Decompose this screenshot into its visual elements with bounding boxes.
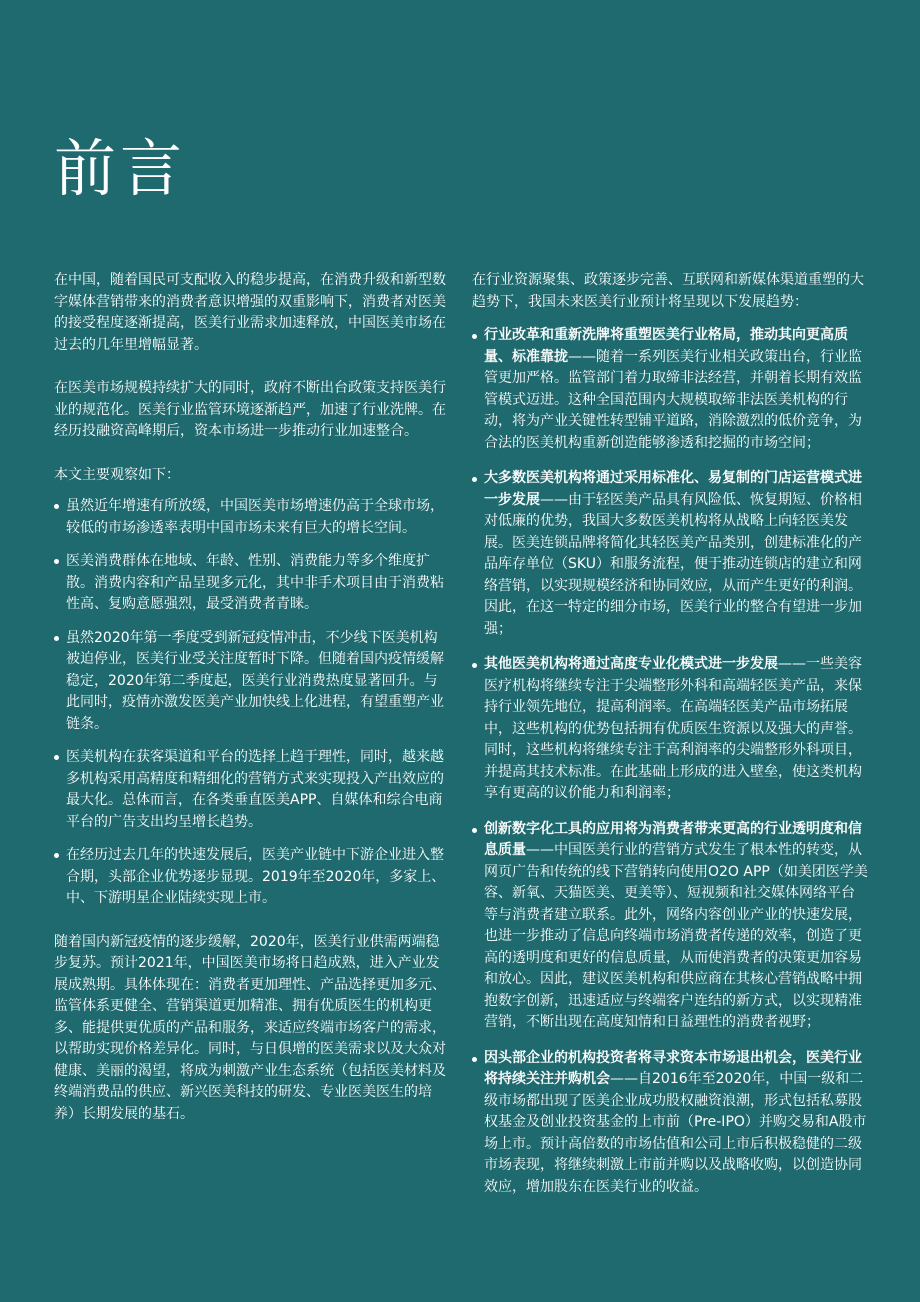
trends-list (472, 325, 868, 1198)
trend-item (472, 654, 868, 805)
trend-heading: 行业改革和重新洗牌将重塑医美行业格局，推动其向更高质量、标准靠拢 (484, 327, 848, 365)
intro-paragraph-1: 在中国，随着国民可支配收入的稳步提高，在消费升级和新型数字媒体营销带来的消费者意识增强的双重影响下，消费者对医美的接受程度逐渐提高，医美行业需求加速释放，中国医美市场在过去的几年里增幅显著。 (54, 272, 446, 353)
observation-item: 在经历过去几年的快速发展后，医美产业链中下游企业进入整合期，头部企业优势逐步显现。2019年至2020年，多家上、中、下游明星企业陆续实现上市。 (54, 845, 449, 910)
observation-item: 医美消费群体在地域、年龄、性别、消费能力等多个维度扩散。消费内容和产品呈现多元化，其中非手术项目由于消费粘性高、复购意愿强烈，最受消费者青睐。 (54, 551, 449, 616)
trend-item (472, 1048, 868, 1199)
observation-item: 虽然2020年第一季度受到新冠疫情冲击，不少线下医美机构被迫停业，医美行业受关注度暂时下降。但随着国内疫情缓解稳定，2020年第二季度起，医美行业消费热度显著回升。与此同时，疫情亦激发医美产业加快线上化进程，有望重塑产业链条。 (54, 628, 449, 736)
trend-text: ——一些美容医疗机构将继续专注于尖端整形外科和高端轻医美产品，来保持行业领先地位，提高利润率。在高端轻医美产品市场拓展中，这些机构的优势包括拥有优质医生资源以及强大的声誉。同时，这些机构将继续专注于高利润率的尖端整形外科项目，并提高其技术标准。在此基础上形成的进入壁垒，使这类机构享有更高的议价能力和利润率； (484, 656, 862, 801)
observation-item: 虽然近年增速有所放缓，中国医美市场增速仍高于全球市场，较低的市场渗透率表明中国市场未来有巨大的增长空间。 (54, 496, 449, 539)
trend-item (472, 325, 868, 454)
right-column (472, 270, 868, 1220)
trend-heading: 其他医美机构将通过高度专业化模式进一步发展 (484, 656, 778, 672)
trend-text: ——中国医美行业的营销方式发生了根本性的转变，从网页广告和传统的线下营销转向使用O2O APP（如美团医学美容、新氧、天猫医美、更美等）、短视频和社交媒体网络平台等与消费者建立联系。此外，网络内容创业产业的快速发展，也进一步推动了信息向终端市场消费者传递的效率，创造了更高的透明度和更好的信息质量，从而使消费者的决策更加容易和放心。因此，建议医美机构和供应商在其核心营销战略中拥抱数字创新，迅速适应与终端客户连结的新方式，以实现精准营销，不断出现在高度知情和日益理性的消费者视野； (484, 842, 868, 1030)
trend-heading: 大多数医美机构将通过采用标准化、易复制的门店运营模式进一步发展 (484, 470, 862, 508)
trend-item (472, 468, 868, 640)
observations-list (54, 496, 449, 910)
trend-item (472, 819, 868, 1034)
trends-intro: 在行业资源聚集、政策逐步完善、互联网和新媒体渠道重塑的大趋势下，我国未来医美行业预计将呈现以下发展趋势： (472, 272, 864, 310)
trend-text: ——随着一系列医美行业相关政策出台，行业监管更加严格。监管部门着力取缔非法经营，并朝着长期有效监管模式迈进。这种全国范围内大规模取缔非法医美机构的行动，将为产业关键性转型铺平道路，消除激烈的低价竞争，为合法的医美机构重新创造能够渗透和挖掘的市场空间； (484, 348, 862, 451)
trend-heading: 创新数字化工具的应用将为消费者带来更高的行业透明度和信息质量 (484, 820, 862, 858)
trend-heading: 因头部企业的机构投资者将寻求资本市场退出机会，医美行业将持续关注并购机会 (484, 1049, 862, 1087)
trend-text: ——自2016年至2020年，中国一级和二级市场都出现了医美企业成功股权融资浪潮，形式包括私募股权基金及创业投资基金的上市前（Pre-IPO）并购交易和A股市场上市。预计高倍数的市场估值和公司上市后积极稳健的二级市场表现，将继续刺激上市前并购以及战略收购，以创造协同效应，增加股东在医美行业的收益。 (484, 1071, 867, 1195)
observation-item: 医美机构在获客渠道和平台的选择上趋于理性，同时，越来越多机构采用高精度和精细化的营销方式来实现投入产出效应的最大化。总体而言，在各类垂直医美APP、自媒体和综合电商平台的广告支出均呈增长趋势。 (54, 747, 449, 833)
intro-paragraph-2: 在医美市场规模持续扩大的同时，政府不断出台政策支持医美行业的规范化。医美行业监管环境逐渐趋严，加速了行业洗牌。在经历投融资高峰期后，资本市场进一步推动行业加速整合。 (54, 380, 446, 439)
page-title: 前言 (54, 132, 187, 205)
observations-heading: 本文主要观察如下： (54, 466, 180, 483)
trend-text: ——由于轻医美产品具有风险低、恢复期短、价格相对低廉的优势，我国大多数医美机构将从战略上向轻医美发展。医美连锁品牌将简化其轻医美产品类别，创建标准化的产品库存单位（SKU）和服务流程，便于推动连锁店的建立和网络营销，以实现规模经济和协同效应，从而产生更好的利润。因此，在这一特定的细分市场，医美行业的整合有望进一步加强； (484, 491, 862, 637)
outlook-paragraph: 随着国内新冠疫情的逐步缓解，2020年，医美行业供需两端稳步复苏。预计2021年，中国医美市场将日趋成熟，进入产业发展成熟期。具体体现在：消费者更加理性、产品选择更加多元、监管体系更健全、营销渠道更加精准、拥有优质医生的机构更多、能提供更优质的产品和服务，来适应终端市场客户的需求，以帮助实现价格差异化。同时，与日俱增的医美需求以及大众对健康、美丽的渴望，将成为刺激产业生态系统（包括医美材料及终端消费品的供应、新兴医美科技的研发、专业医美医生的培养）长期发展的基石。 (54, 933, 446, 1122)
left-column (54, 270, 449, 1147)
